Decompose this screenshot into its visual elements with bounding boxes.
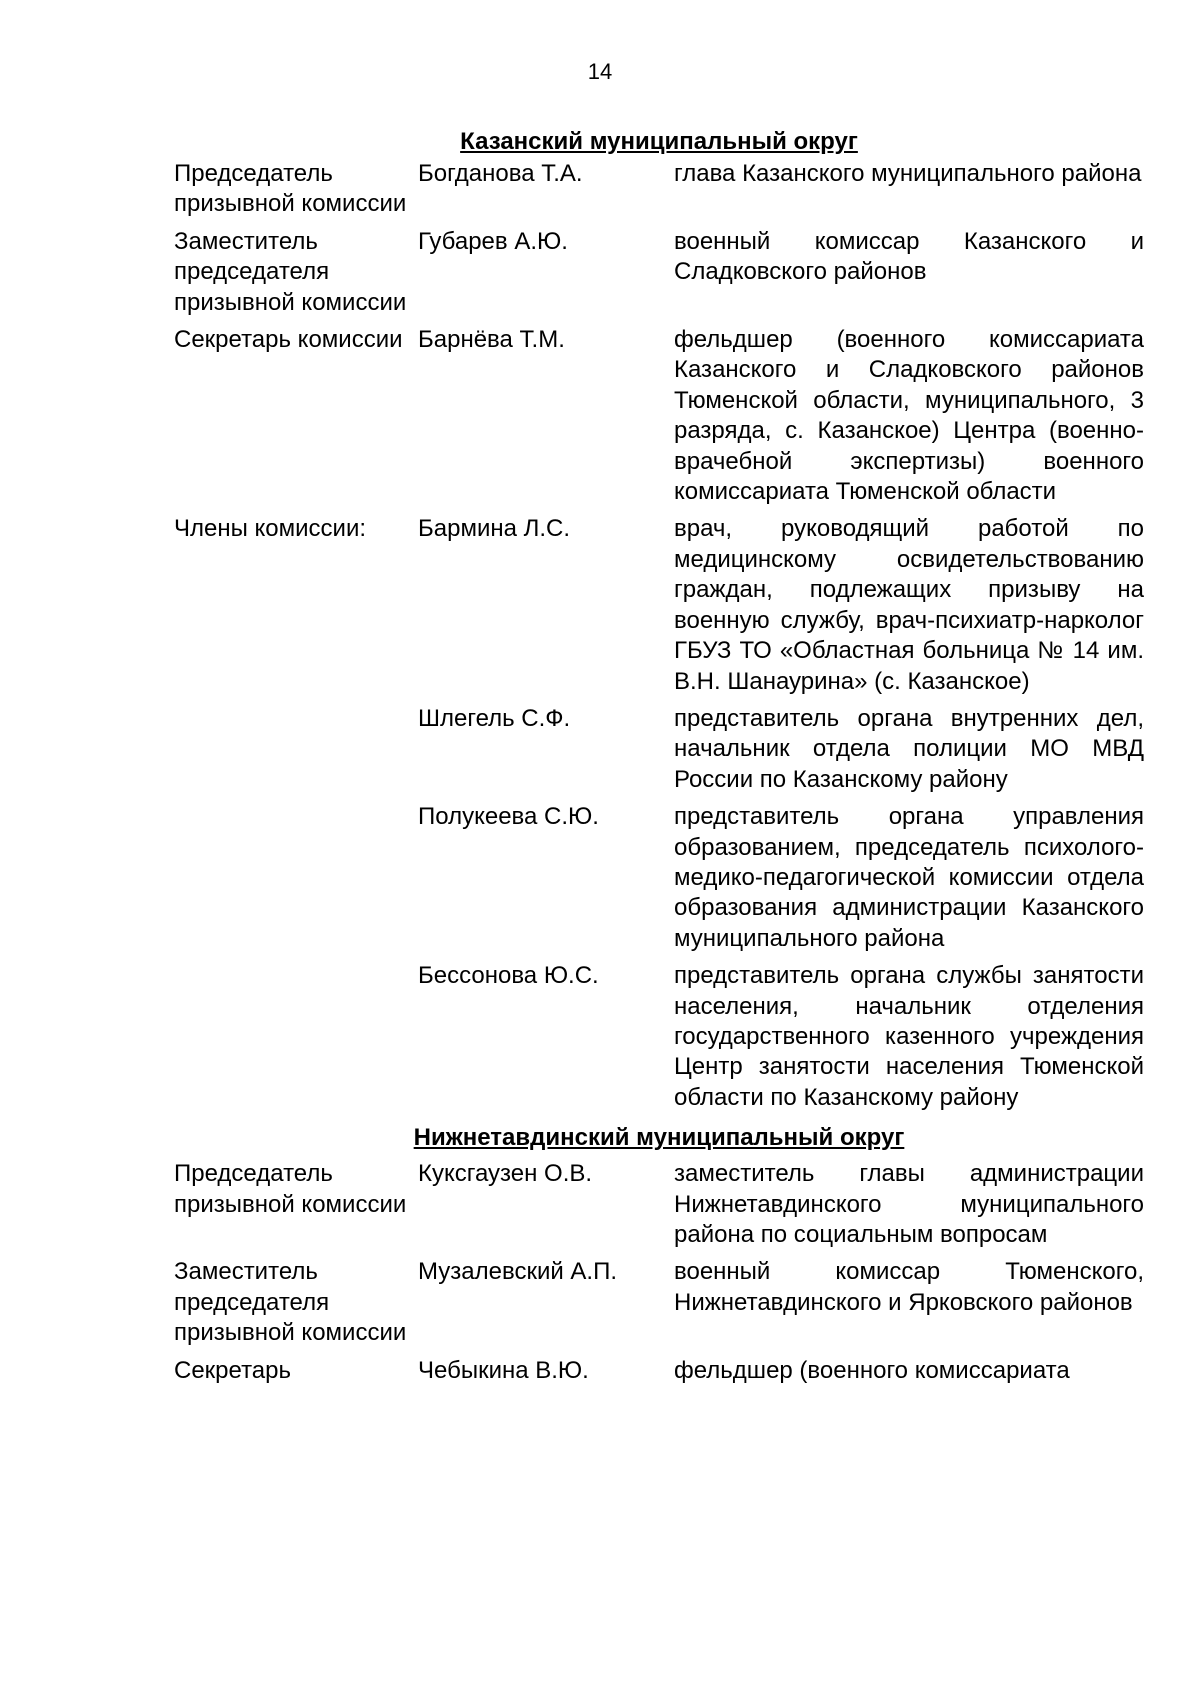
role-label [174,802,418,954]
role-label [174,961,418,1113]
commission-row [174,227,1144,318]
member-name: Музалевский А.П. [418,1258,618,1286]
member-name: Чебыкина В.Ю. [418,1356,589,1384]
role-label: Председатель призывной комиссии [174,160,407,218]
commission-row [174,159,1144,220]
commission-row [174,961,1144,1113]
commission-row [174,802,1144,954]
member-position: представитель органа внутренних дел, начальник отдела полиции МО МВД России по Казанскому району [674,704,1144,793]
section-title-nizhnetavdinsky: Нижнетавдинский муниципальный округ [413,1124,905,1152]
member-position: военный комиссар Тюменского, Нижнетавдинского и Ярковского районов [674,1258,1144,1316]
role-label: Заместитель председателя призывной комиссии [174,227,407,316]
member-position: представитель органа службы занятости населения, начальник отделения государственного казенного учреждения Центр занятости населения Тюменской области по Казанскому району [674,962,1144,1111]
commission-row [174,1356,1144,1386]
member-position: представитель органа управления образованием, председатель психолого-медико-педагогической комиссии отдела образования администрации Казанского муниципального района [674,803,1144,952]
member-name: Барнёва Т.М. [418,326,565,354]
commission-row [174,514,1144,696]
role-label: Председатель призывной комиссии [174,1160,407,1218]
role-label: Секретарь [174,1356,291,1384]
member-name: Полукеева С.Ю. [418,803,599,831]
commission-row [174,325,1144,507]
member-position: врач, руководящий работой по медицинскому освидетельствованию граждан, подлежащих призыву на военную службу, врач-психиатр-нарколог ГБУЗ ТО «Областная больница № 14 им. В.Н. Шанаурина» (с. Казанское) [674,515,1144,695]
commission-row [174,1257,1144,1348]
member-name: Бессонова Ю.С. [418,962,599,990]
role-label: Члены комиссии: [174,515,367,543]
member-name: Богданова Т.А. [418,160,583,187]
role-label: Заместитель председателя призывной комиссии [174,1258,407,1347]
member-position: заместитель главы администрации Нижнетавдинского муниципального района по социальным вопросам [674,1160,1144,1248]
member-name: Шлегель С.Ф. [418,704,571,732]
member-position: военный комиссар Казанского и Сладковского районов [674,227,1144,286]
section-title-kazansky: Казанский муниципальный округ [460,128,858,155]
member-name: Губарев А.Ю. [418,227,568,255]
member-position: глава Казанского муниципального района [674,160,1142,187]
role-label: Секретарь комиссии [174,326,403,354]
commission-row [174,1159,1144,1250]
page-number: 14 [587,59,613,84]
document-content [174,127,1144,1393]
member-position: фельдшер (военного комиссариата [674,1356,1070,1384]
role-label [174,704,418,795]
commission-row [174,704,1144,795]
member-position: фельдшер (военного комиссариата Казанского и Сладковского районов Тюменской области, муниципального, 3 разряда, с. Казанское) Центра (военно-врачебной экспертизы) военного комиссариата Тюменской области [674,326,1144,506]
member-name: Бармина Л.С. [418,515,571,543]
member-name: Куксгаузен О.В. [418,1160,593,1188]
